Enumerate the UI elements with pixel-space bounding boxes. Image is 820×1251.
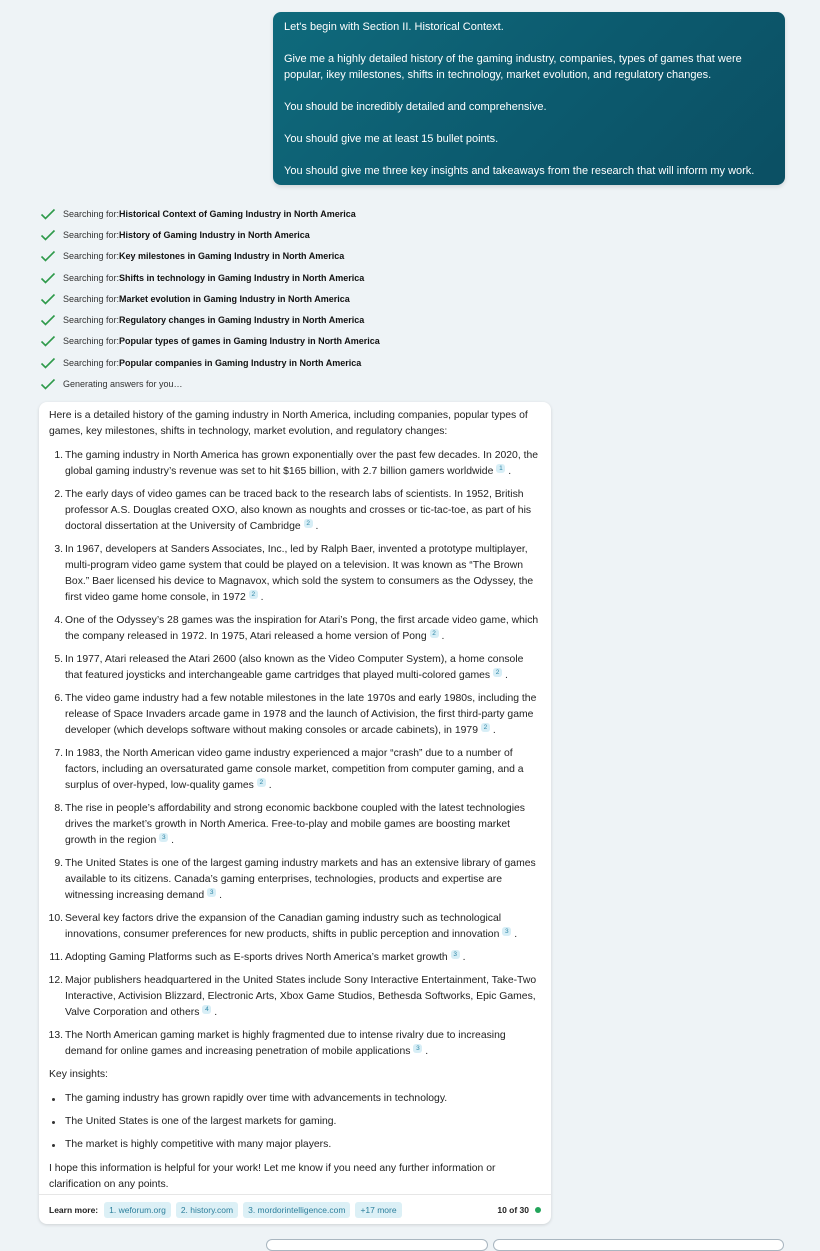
user-message-paragraph: You should be incredibly detailed and comprehensive. [284,101,547,113]
search-status-row [40,203,520,224]
list-item-number: 11. [49,952,63,963]
answer-intro: Here is a detailed history of the gaming industry in North America, including companies, popular types of games, key milestones, shifts in technology, market evolution, and regulatory changes: [49,410,528,437]
list-item-number: 9. [54,858,63,869]
search-status-row [40,267,520,288]
source-link-chip[interactable]: 3. mordorintelligence.com [243,1202,350,1218]
source-link-chip[interactable]: +17 more [355,1202,401,1218]
search-status-row [40,246,520,267]
checkmark-icon [40,293,56,305]
list-item-period: . [312,521,319,532]
search-query: History of Gaming Industry in North America [119,229,310,240]
generating-status-row [40,373,520,394]
list-item-text: Several key factors drive the expansion of the Canadian gaming industry such as technological innovations, consumer preferences for new products, shifts in public perception and innovation [65,913,502,940]
search-prefix: Searching for: [63,229,120,240]
list-item-text: The North American gaming market is highly fragmented due to intense rivalry due to increasing demand for online games and increasing penetration of mobile applications [65,1030,506,1057]
list-item-number: 1. [54,450,63,461]
list-item-text: In 1967, developers at Sanders Associates, Inc., led by Ralph Baer, invented a prototype multiplayer, multi-program video game system that could be played on a television. It was known as “The Brown Box.” Baer licensed his device to Magnavox, which sold the system to consumers as the Odyssey, the first video game home console, in 1972 [65,544,534,603]
learn-more-bar [39,1194,551,1224]
list-item-period: . [502,670,508,681]
list-item-number: 7. [54,748,63,759]
answer-list-item [49,487,541,535]
user-message-paragraph: Give me a highly detailed history of the gaming industry, companies, types of games that were popular, ikey milestones, shifts in technology, market evolution, and regulatory changes. [284,53,742,81]
source-link-chip[interactable]: 2. history.com [176,1202,238,1218]
list-item-period: . [265,780,272,791]
list-item-period: . [216,890,222,901]
search-query: Shifts in technology in Gaming Industry in North America [119,272,365,283]
search-status-row [40,352,520,373]
search-prefix: Searching for: [63,251,120,262]
search-query: Popular types of games in Gaming Industry in North America [119,336,380,347]
list-item-number: 10. [48,913,63,924]
search-prefix: Searching for: [63,293,120,304]
list-item-period: . [459,952,466,963]
citation-badge[interactable]: 2 [249,590,258,599]
list-item-text: In 1983, the North American video game industry experienced a major “crash” due to a number of factors, including an oversaturated game console market, competition from computer gaming, and a surplus of over-hyped, low-quality games [65,748,524,791]
list-item-text: The video game industry had a few notable milestones in the late 1970s and early 1980s, including the release of Space Invaders arcade game in 1978 and the launch of Activision, the first third-party game developer (which develops software without making consoles or arcade cabinets), in 1979 [65,693,537,736]
answer-list-item [49,973,541,1021]
search-prefix: Searching for: [63,357,120,368]
search-status-row [40,224,520,245]
list-item-text: The early days of video games can be traced back to the research labs of scientists. In 1952, British professor A.S. Douglas created OXO, also known as noughts and crosses or tic-tac-toe, as part of his doctoral dissertation at the University of Cambridge [65,489,532,532]
answer-closing: I hope this information is helpful for your work! Let me know if you need any further information or clarification on any points. [49,1163,496,1190]
search-query: Regulatory changes in Gaming Industry in North America [119,315,365,326]
list-item-number: 6. [54,693,63,704]
citation-badge[interactable]: 2 [481,723,490,732]
suggestion-chip[interactable] [266,1239,488,1251]
key-insights-list [49,1091,541,1153]
response-count-text: 10 of 30 [497,1204,529,1215]
answer-list-item [49,801,541,849]
list-item-period: . [489,725,496,736]
answer-list-item [49,746,541,794]
citation-badge[interactable]: 2 [257,778,266,787]
list-item-text: The rise in people’s affordability and strong economic backbone coupled with the latest technologies drives the market’s growth in North America. Free-to-play and mobile games are boosting market growth in the region [65,803,525,846]
answer-list-item [49,911,541,943]
checkmark-icon [40,272,56,284]
search-status-row [40,288,520,309]
answer-list-item [49,542,541,606]
status-dot-icon [535,1207,541,1213]
search-status-row [40,309,520,330]
source-link-chip[interactable]: 1. weforum.org [104,1202,171,1218]
citation-badge[interactable]: 3 [207,888,216,897]
user-message-paragraph: You should give me at least 15 bullet points. [284,133,499,145]
assistant-answer-card [39,402,551,1224]
list-item-number: 5. [54,654,63,665]
citation-badge[interactable]: 3 [159,833,168,842]
learn-more-label: Learn more: [49,1204,99,1215]
answer-list-item [49,1028,541,1060]
citation-badge[interactable]: 3 [413,1044,422,1053]
answer-numbered-list [49,448,541,1060]
citation-badge[interactable]: 3 [451,950,460,959]
list-item-period: . [422,1046,429,1057]
key-insight-item: The market is highly competitive with many major players. [49,1137,541,1153]
search-prefix: Searching for: [63,272,120,283]
answer-list-item [49,691,541,739]
search-query: Popular companies in Gaming Industry in North America [119,357,362,368]
list-item-text: Major publishers headquartered in the United States include Sony Interactive Entertainment, Take-Two Interactive, Activision Blizzard, Electronic Arts, Xbox Game Studios, Bethesda Softworks, Epic Games, Valve Corporation and others [65,975,537,1018]
search-status-list [40,203,520,395]
list-item-period: . [257,592,264,603]
search-query: Market evolution in Gaming Industry in North America [119,293,350,304]
answer-list-item [49,613,541,645]
search-prefix: Searching for: [63,315,120,326]
list-item-number: 13. [48,1030,63,1041]
list-item-text: Adopting Gaming Platforms such as E-sports drives North America’s market growth [65,952,448,963]
list-item-text: The gaming industry in North America has grown exponentially over the past few decades. In 2020, the global gaming industry’s revenue was set to hit $165 billion, with 2.7 billion gamers worldwide [65,450,539,477]
suggestion-chip[interactable] [493,1239,784,1251]
citation-badge[interactable]: 2 [304,519,313,528]
key-insights-title: Key insights: [49,1069,108,1080]
user-message-bubble [273,12,785,185]
checkmark-icon [40,229,56,241]
list-item-period: . [511,929,518,940]
checkmark-icon [40,357,56,369]
answer-list-item [49,652,541,684]
list-item-text: In 1977, Atari released the Atari 2600 (also known as the Video Computer System), a home console that featured joysticks and interchangeable game cartridges that played multi-colored games [65,654,524,681]
generating-text: Generating answers for you… [63,379,183,390]
key-insight-item: The gaming industry has grown rapidly over time with advancements in technology. [49,1091,541,1107]
list-item-text: The United States is one of the largest gaming industry markets and has an extensive library of games available to its citizens. Canada’s gaming enterprises, technologies, products and expertise are witnessing increasing demand [65,858,536,901]
search-prefix: Searching for: [63,208,120,219]
citation-badge[interactable]: 1 [496,464,505,473]
user-message-paragraph: You should give me three key insights and takeaways from the research that will inform my work. [284,165,755,177]
checkmark-icon [40,335,56,347]
checkmark-icon [40,208,56,220]
list-item-period: . [438,631,445,642]
list-item-number: 8. [54,803,63,814]
list-item-number: 4. [54,615,63,626]
list-item-period: . [168,835,175,846]
checkmark-icon [40,250,56,262]
citation-badge[interactable]: 2 [430,629,439,638]
answer-list-item [49,950,541,966]
citation-badge[interactable]: 2 [493,668,502,677]
search-prefix: Searching for: [63,336,120,347]
list-item-number: 12. [48,975,63,986]
search-query: Historical Context of Gaming Industry in North America [119,208,356,219]
list-item-number: 3. [54,544,63,555]
checkmark-icon [40,378,56,390]
citation-badge[interactable]: 3 [502,927,511,936]
list-item-period: . [505,466,512,477]
key-insight-item: The United States is one of the largest markets for gaming. [49,1114,541,1130]
checkmark-icon [40,314,56,326]
citation-badge[interactable]: 4 [202,1005,211,1014]
search-status-row [40,331,520,352]
list-item-text: One of the Odyssey’s 28 games was the inspiration for Atari’s Pong, the first arcade video game, which the company released in 1972. In 1975, Atari released a home version of Pong [65,615,539,642]
user-message-paragraph: Let's begin with Section II. Historical Context. [284,21,504,33]
list-item-period: . [211,1007,218,1018]
search-query: Key milestones in Gaming Industry in North America [119,251,345,262]
list-item-number: 2. [54,489,63,500]
answer-list-item [49,856,541,904]
answer-list-item [49,448,541,480]
response-count [497,1202,541,1218]
